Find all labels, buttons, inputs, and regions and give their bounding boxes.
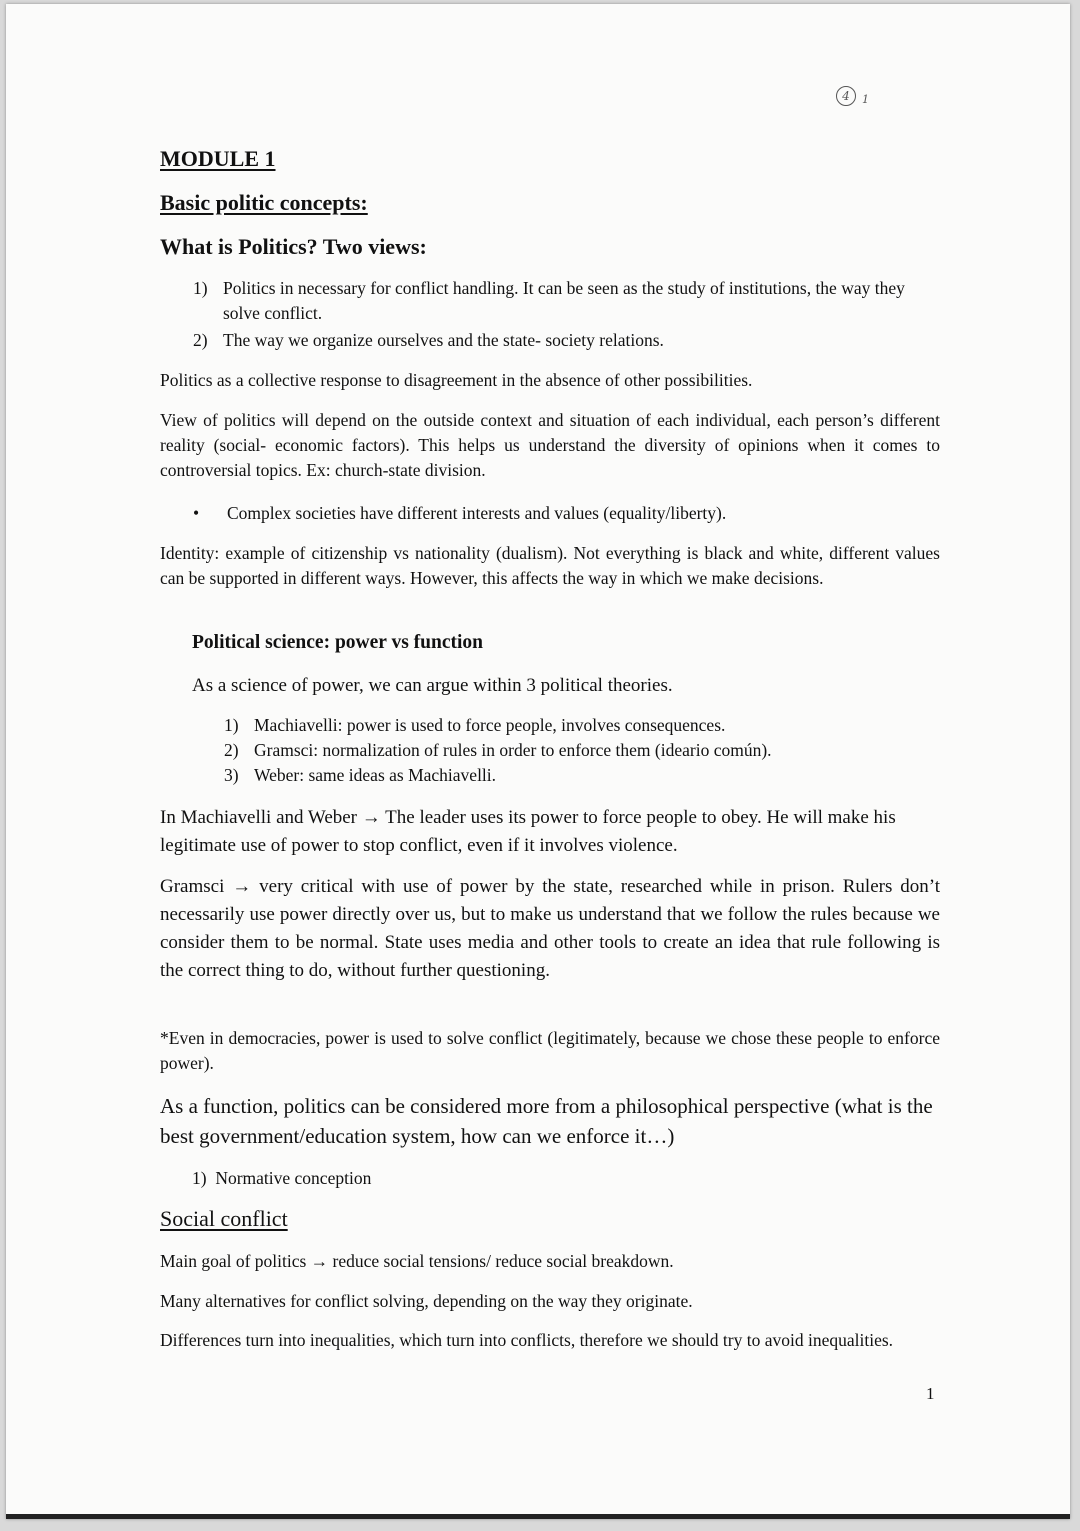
paragraph-identity: Identity: example of citizenship vs nationality (dualism). Not everything is black and white, different values can be supported in different ways. However, this affects the way in which we make decisions. [160, 543, 940, 588]
political-science-heading: Political science: power vs function [192, 632, 484, 653]
paragraph-democracies: *Even in democracies, power is used to solve conflict (legitimately, because we chose these people to enforce power). [160, 1028, 940, 1073]
page-number: 1 [926, 1384, 935, 1403]
paragraph-machiavelli: In Machiavelli and Weber → The leader uses its power to force people to obey. He will make his legitimate use of power to stop conflict, even if it involves violence. [160, 807, 896, 856]
paragraph-gramsci: Gramsci → very critical with use of power by the state, researched while in prison. Rulers don’t necessarily use power directly over us, but to make us understand that we follow the rules because we consider them to be normal. State uses media and other tools to create an idea that rule following is the correct thing to do, without further questioning. [160, 876, 940, 981]
document-page [6, 4, 1070, 1519]
circled-number: 4 [836, 86, 856, 106]
paragraph-function: As a function, politics can be considered more from a philosophical perspective (what is the best government/education system, how can we enforce it…) [160, 1094, 933, 1148]
list-item: 1) Politics in necessary for conflict handling. It can be seen as the study of institutions, the way they solve conflict. [193, 278, 905, 323]
list-item: 3) Weber: same ideas as Machiavelli. [224, 765, 497, 785]
list-item: 2) Gramsci: normalization of rules in order to enforce them (ideario común). [224, 740, 772, 760]
module-title: MODULE 1 [160, 146, 276, 171]
handwritten-number: 1 [862, 93, 873, 106]
question-heading: What is Politics? Two views: [160, 234, 427, 259]
list-item: 1) Machiavelli: power is used to force people, involves consequences. [224, 715, 726, 735]
paragraph-goal: Main goal of politics → reduce social tensions/ reduce social breakdown. [160, 1251, 674, 1271]
social-conflict-heading: Social conflict [160, 1206, 288, 1231]
paragraph-alternatives: Many alternatives for conflict solving, depending on the way they originate. [160, 1291, 693, 1311]
bullet-icon: • [193, 503, 200, 523]
normative-item: 1) Normative conception [192, 1168, 372, 1188]
paragraph-view: View of politics will depend on the outside context and situation of each individual, each person’s different reality (social- economic factors). This helps us understand the diversity of opinions when it comes to controversial topics. Ex: church-state division. [160, 410, 940, 480]
bullet-item: • Complex societies have different interests and values (equality/liberty). [193, 501, 967, 526]
power-intro: As a science of power, we can argue within 3 political theories. [192, 675, 673, 696]
paragraph-differences: Differences turn into inequalities, which turn into conflicts, therefore we should try to avoid inequalities. [160, 1330, 894, 1350]
theories-list [224, 713, 924, 788]
paragraph-collective: Politics as a collective response to disagreement in the absence of other possibilities. [160, 370, 753, 390]
section-title: Basic politic concepts: [160, 190, 368, 215]
list-item: 2) The way we organize ourselves and the state- society relations. [193, 330, 664, 350]
views-list [193, 276, 933, 353]
handwritten-page-mark [836, 82, 873, 106]
